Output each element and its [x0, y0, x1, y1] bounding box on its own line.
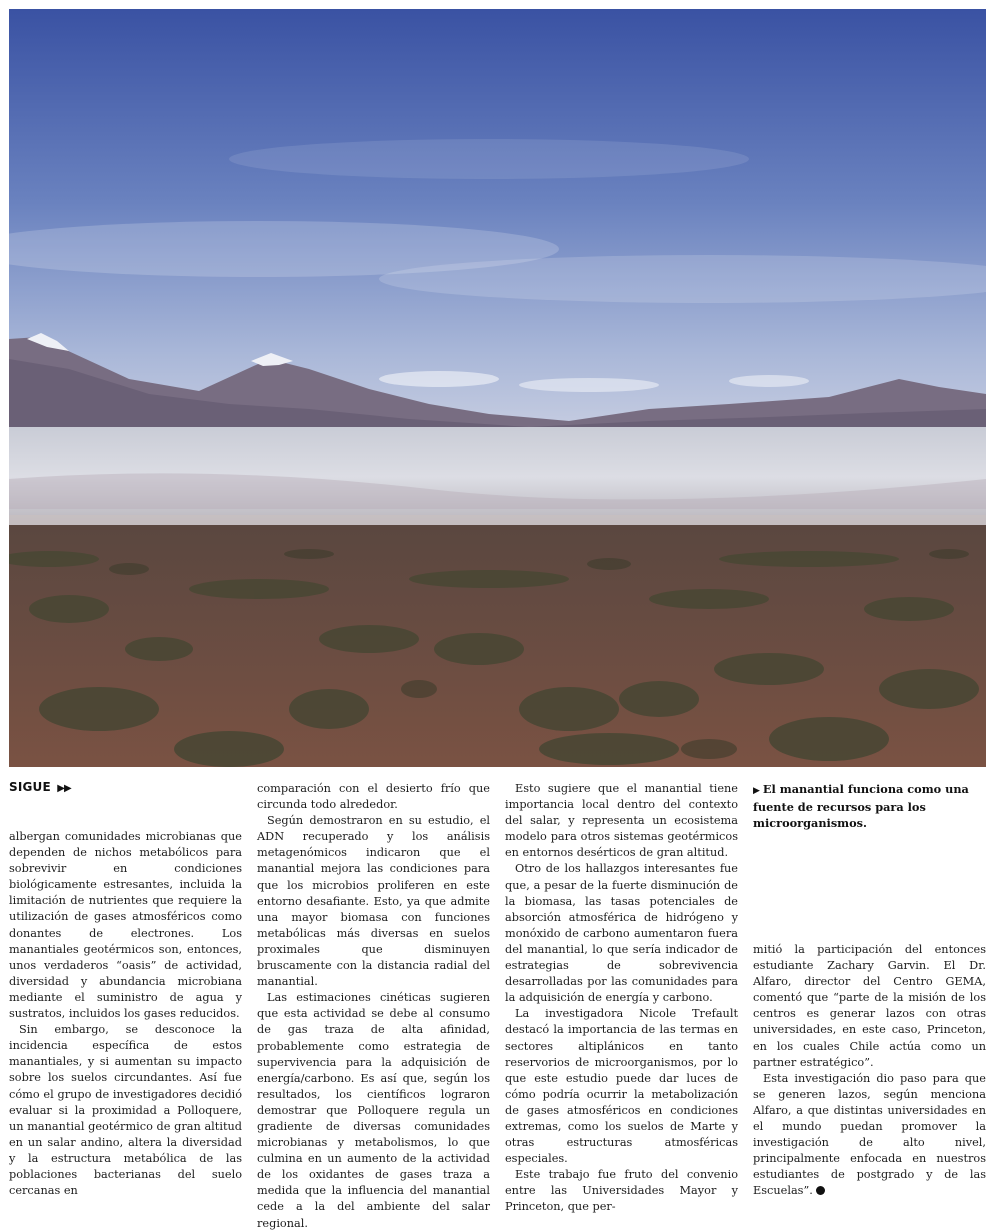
- continue-label: SIGUE: [9, 780, 51, 794]
- paragraph: albergan comunidades microbianas que dependen de nichos metabólicos para sobrevivir en condiciones biológicamente estresantes, incluida la limitación de nutrientes que requiere la utilización de gases atmosféricos como donantes de electrones. Los manantiales geotérmicos son, entonces, unos verdaderos “oasis” de actividad, diversidad y abundancia microbiana mediante el suministro de agua y sustratos, incluidos los gases reducidos.: [9, 830, 242, 1021]
- text-column-1: [9, 829, 242, 1199]
- paragraph: mitió la participación del entonces estudiante Zachary Garvin. El Dr. Alfaro, director del Centro GEMA, comentó que “parte de la misión de los centros es generar lazos con otras universidades, en este caso, Princeton, en los cuales Chile actúa como un partner estratégico”.: [753, 943, 986, 1069]
- end-mark-icon: [816, 1186, 825, 1195]
- paragraph: Esto sugiere que el manantial tiene importancia local dentro del contexto del salar, y representa un ecosistema modelo para otros sistemas geotérmicos en entornos desérticos de gran altitud.: [505, 782, 738, 860]
- continue-marker: [9, 780, 71, 794]
- landscape-photo: [9, 9, 986, 767]
- paragraph: Las estimaciones cinéticas sugieren que esta actividad se debe al consumo de gas traza de alta afinidad, probablemente como estrategia de supervivencia para la adquisición de energía/carbono. Es así que, según los resultados, los científicos lograron demostrar que Polloquere regula un gradiente de diversas comunidades microbianas y metabolismos, lo que culmina en un aumento de la actividad de los oxidantes de gases traza a medida que la influencia del manantial cede a la del ambiente del salar regional.: [257, 991, 490, 1230]
- double-arrow-icon: ▶▶: [57, 783, 71, 794]
- paragraph-final: [753, 1071, 986, 1200]
- paragraph: Sin embargo, se desconoce la incidencia específica de estos manantiales, y si aumentan su impacto sobre los suelos circundantes. Así fue cómo el grupo de investigadores decidió evaluar si la proximidad a Polloquere, un manantial geotérmico de gran altitud en un salar andino, altera la diversidad y la estructura metabólica de las poblaciones bacterianas del suelo cercanas en: [9, 1023, 242, 1198]
- paragraph: Otro de los hallazgos interesantes fue que, a pesar de la fuerte disminución de la biomasa, las tasas potenciales de absorción atmosférica de hidrógeno y monóxido de carbono aumentaron fuera del manantial, lo que sería indicador de estrategias de sobrevivencia desarrolladas por las comunidades para la adquisición de energía y carbono.: [505, 862, 738, 1005]
- text-column-3: [505, 781, 738, 1216]
- text-column-2: [257, 781, 490, 1232]
- photo-caption: [753, 781, 989, 831]
- paragraph-final-text: Esta investigación dio paso para que se generen lazos, según menciona Alfaro, a que distintas universidades en el mundo puedan promover la investigación de alto nivel, principalmente enfocada en nuestros estudiantes de postgrado y de las Escuelas”.: [753, 1071, 986, 1198]
- salar-landscape-image: [9, 9, 986, 767]
- caption-text: El manantial funciona como una fuente de recursos para los microorganismos.: [753, 782, 969, 831]
- text-column-4: [753, 942, 986, 1200]
- paragraph: comparación con el desierto frío que circunda todo alrededor.: [257, 782, 490, 812]
- caption-arrow-icon: ▶: [753, 786, 760, 796]
- paragraph: Este trabajo fue fruto del convenio entre las Universidades Mayor y Princeton, que per-: [505, 1168, 738, 1214]
- paragraph: La investigadora Nicole Trefault destacó la importancia de las termas en sectores altiplánicos en tanto reservorios de microorganismos, por lo que este estudio puede dar luces de cómo podría ocurrir la metabolización de gases atmosféricos en condiciones extremas, como los suelos de Marte y otras estructuras atmosféricas especiales.: [505, 1007, 738, 1166]
- paragraph: Según demostraron en su estudio, el ADN recuperado y los análisis metagenómicos indicaron que el manantial mejora las condiciones para que los microbios proliferen en este entorno desafiante. Esto, ya que admite una mayor biomasa con funciones metabólicas más diversas en suelos proximales que disminuyen bruscamente con la distancia radial del manantial.: [257, 814, 490, 989]
